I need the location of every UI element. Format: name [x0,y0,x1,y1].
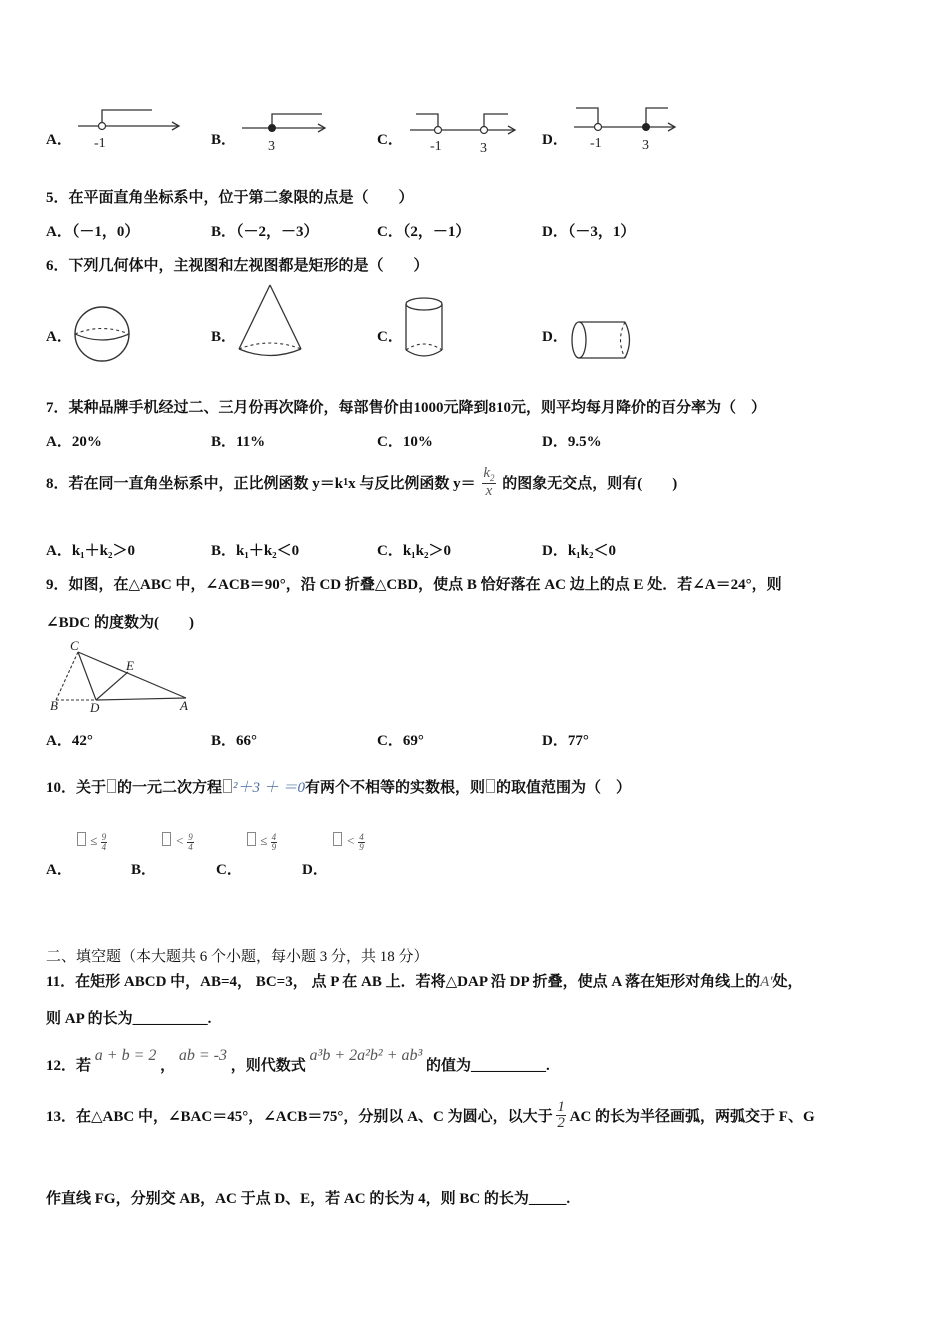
variable-placeholder-icon [247,832,256,846]
cone-figure [236,282,306,362]
cylinder-figure [402,294,448,362]
q8-option-b: B．k₁＋k₂＜0 [211,543,300,559]
q5-stem: 5．在平面直角坐标系中，位于第二象限的点是（ ） [46,190,414,206]
q7-option-d: D．9.5% [542,434,602,450]
q4-d-tick-minus1: -1 [590,136,602,151]
q10-option-c-expr [246,832,277,852]
q7-option-b: B．11% [211,434,266,450]
q10-stem-b: 的一元二次方程 [117,780,223,796]
q8-stem [46,466,677,499]
q10-option-b-label: B． [131,862,157,878]
variable-placeholder-icon [77,832,86,846]
q10-c-num: 4 [271,831,277,842]
q4-a-tick-minus1: -1 [94,136,106,151]
q9-option-c: C．69° [377,733,424,749]
q5-option-c: C．（2，－1） [377,224,471,240]
q10-b-op: < [175,833,185,848]
q12-d: 的值为__________. [426,1058,550,1074]
q4-option-c-number-line [408,104,522,156]
q6-stem: 6．下列几何体中，主视图和左视图都是矩形的是（ ） [46,258,429,274]
q9-option-a: A．42° [46,733,93,749]
q4-option-d-label: D． [542,132,568,148]
q8-sub-1: 1 [343,477,349,488]
q9-line1: 9．如图，在△ABC 中，∠ACB＝90°，沿 CD 折叠△CBD，使点 B 恰好落在 AC 边上的点 E 处．若∠A＝24°，则 [46,577,782,593]
q9-option-d: D．77° [542,733,589,749]
q10-stem-d: 的取值范围为（ ） [496,780,632,796]
q13-line1-a: 13．在△ABC 中，∠BAC＝45°，∠ACB＝75°，分别以 A、C 为圆心，以大于 [46,1109,553,1125]
q10-b-den: 4 [188,841,193,852]
q10-c-den: 9 [271,841,277,852]
q12-math-2: ab = -3 [178,1047,227,1064]
q13-line1 [46,1100,815,1131]
q6-option-d-label: D． [542,329,568,345]
q11-prime-point: A′ [760,974,773,990]
q7-option-a: A．20% [46,434,102,450]
q7-option-c: C．10% [377,434,433,450]
q11-line2: 则 AP 的长为__________. [46,1011,212,1027]
q8-stem-part-b: x 与反比例函数 y＝ [348,476,476,492]
q9-label-b: B [50,698,58,713]
q10-option-b-expr [161,832,194,852]
q10-option-d-label: D． [302,862,328,878]
q12-a: 12．若 [46,1058,92,1074]
q13-half-num: 1 [557,1099,565,1115]
q10-stem-a: 10．关于 [46,780,107,796]
q10-a-num: 9 [101,831,107,842]
q12-c: ，则代数式 [230,1058,306,1074]
variable-placeholder-icon [333,832,342,846]
q4-option-b-number-line [240,106,332,158]
q8-option-d: D．k₁k₂＜0 [542,543,617,559]
variable-placeholder-icon [486,779,495,793]
horizontal-cylinder-figure [568,318,638,364]
q5-option-a: A．（－1，0） [46,224,140,240]
q4-d-tick-3: 3 [642,138,649,153]
q9-label-d: D [90,700,100,715]
q4-option-a-label: A． [46,132,72,148]
q7-stem: 7．某种品牌手机经过二、三月份再次降价，每部售价由1000元降到810元，则平均每月降价的百分率为（ ） [46,400,767,416]
q8-stem-part-c: 的图象无交点，则有( ) [502,476,678,492]
q10-stem [46,776,631,797]
q6-option-b-label: B． [211,329,237,345]
q10-option-c-label: C． [216,862,242,878]
q10-option-d-expr [332,832,365,852]
sphere-figure [72,304,134,366]
variable-placeholder-icon [223,779,232,793]
q13-half-den: 2 [557,1115,565,1131]
q6-option-a-label: A． [46,329,72,345]
q9-label-a: A [180,698,188,713]
q6-option-c-label: C． [377,329,403,345]
q8-fraction [482,466,495,499]
q10-a-den: 4 [101,841,107,852]
q12-math-1: a + b = 2 [94,1047,157,1064]
q8-frac-den: x [485,483,493,499]
q11-line1-b: 处， [772,974,803,990]
q4-option-a-number-line [76,102,186,154]
q10-d-den: 9 [359,841,364,852]
variable-placeholder-icon [162,832,171,846]
q13-line2: 作直线 FG，分别交 AB，AC 于点 D、E，若 AC 的长为 4，则 BC 的长为_____. [46,1191,571,1207]
variable-placeholder-icon [107,779,116,793]
q10-option-a-label: A． [46,862,72,878]
q11-line1 [46,970,803,991]
q10-option-a-expr [76,832,107,852]
q13-half-fraction [556,1100,566,1131]
q4-option-c-label: C． [377,132,403,148]
q4-b-tick-3: 3 [268,139,275,154]
q9-label-e: E [126,658,134,673]
q8-frac-num-sub: 2 [490,473,495,483]
q10-d-num: 4 [359,831,364,842]
q9-option-b: B．66° [211,733,258,749]
q12-math-3: a³b + 2a²b² + ab³ [309,1047,423,1064]
q10-a-op: ≤ [90,833,98,848]
q9-triangle-figure [46,638,196,716]
q4-c-tick-3: 3 [480,141,487,156]
q10-equation: ²＋3 ＋ ＝0 [233,780,306,796]
q4-c-tick-minus1: -1 [430,139,442,154]
q8-stem-part-a: 8．若在同一直角坐标系中，正比例函数 y＝k [46,476,344,492]
q8-option-c: C．k₁k₂＞0 [377,543,452,559]
q10-b-num: 9 [188,831,193,842]
q5-option-b: B．（－2，－3） [211,224,319,240]
q9-line2: ∠BDC 的度数为( ) [46,615,194,631]
q4-option-d-number-line [572,100,682,154]
q11-line1-a: 11．在矩形 ABCD 中，AB=4， BC=3， 点 P 在 AB 上．若将△DAP 沿 DP 折叠，使点 A 落在矩形对角线上的 [46,974,761,990]
q12-line [46,1047,550,1075]
q8-option-a: A．k₁＋k₂＞0 [46,543,136,559]
q10-stem-c: 有两个不相等的实数根，则 [305,780,486,796]
q8-frac-num: k [483,465,491,481]
q13-line1-b: AC 的长为半径画弧，两弧交于 F、G [569,1109,815,1125]
q10-c-op: ≤ [260,833,268,848]
q12-b: ， [160,1058,176,1074]
q5-option-d: D．（－3，1） [542,224,636,240]
q4-option-b-label: B． [211,132,237,148]
section2-title: 二、填空题（本大题共 6 个小题，每小题 3 分，共 18 分） [46,949,429,965]
q10-d-op: < [346,833,356,848]
q9-label-c: C [70,638,79,653]
